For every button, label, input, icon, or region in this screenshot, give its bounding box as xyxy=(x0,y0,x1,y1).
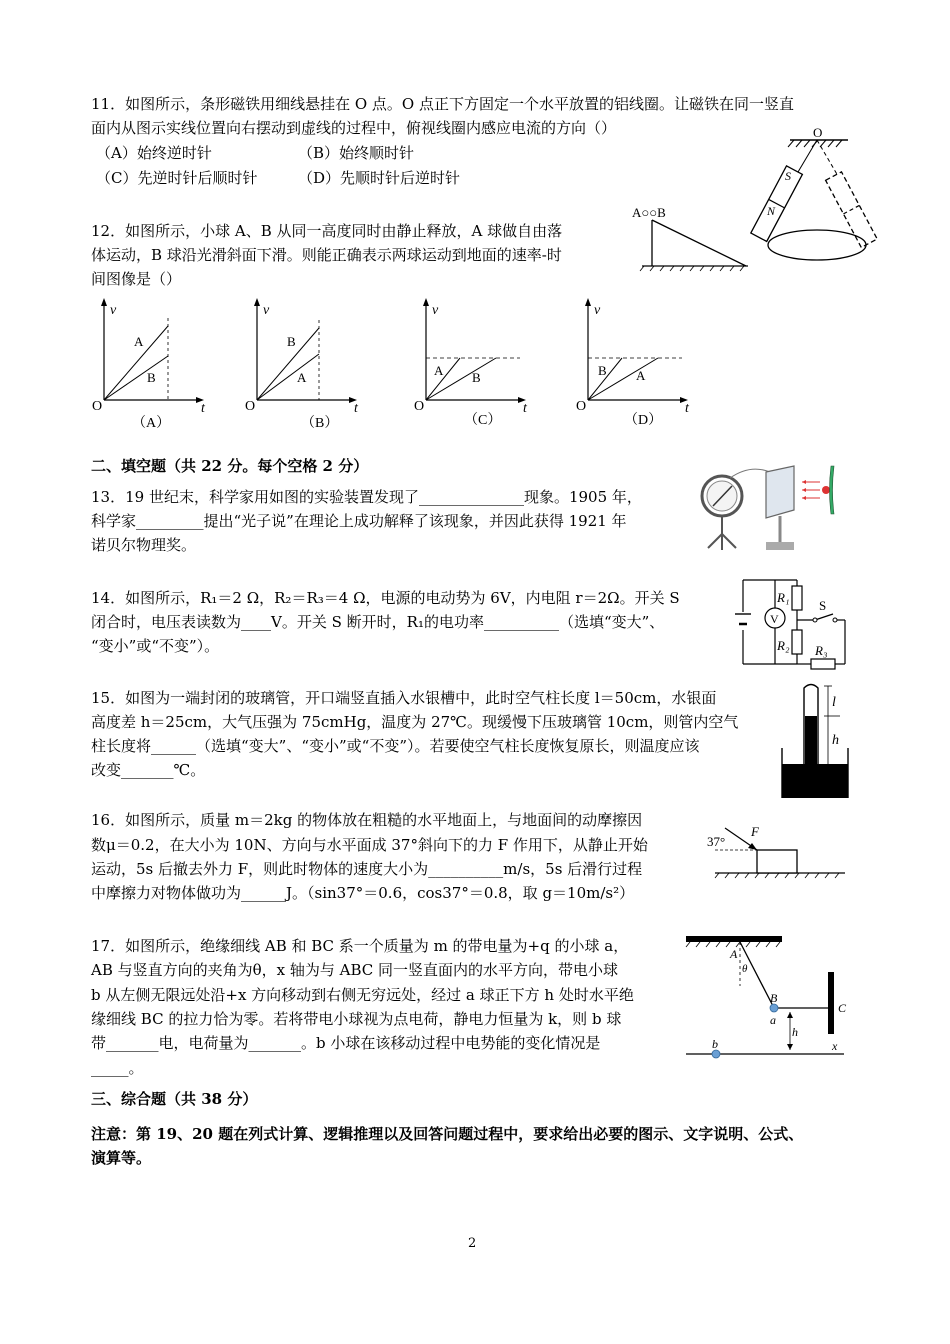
graph-d-o: O xyxy=(576,399,587,414)
graph-a-v: v xyxy=(110,303,117,318)
q17-b-ball-label: b xyxy=(712,1037,718,1051)
q14-line3: “变小”或“不变”）。 xyxy=(91,637,220,655)
q11-option-c: （C）先逆时针后顺时针 xyxy=(96,169,258,187)
q17-line3: b 从左侧无限远处沿+x 方向移动到右侧无穷远处，经过 a 球正下方 h 处时水平绝 xyxy=(91,986,634,1004)
q17-line5: 带_______电，电荷量为_______。b 小球在该移动过程中电势能的变化情况是 xyxy=(91,1034,601,1052)
section-3-title: 三、综合题（共 38 分） xyxy=(91,1090,258,1108)
graph-a-caption: （A） xyxy=(132,416,171,431)
q17-a-ball-label: a xyxy=(770,1013,776,1027)
graph-c-o: O xyxy=(414,399,425,414)
graph-c-v: v xyxy=(432,303,439,318)
q12-graph-d xyxy=(574,298,699,430)
q14-line2: 闭合时，电压表读数为____V。开关 S 断开时，R₁的电功率__________（选填“变大”、 xyxy=(91,613,665,631)
q14-r2-label: R₂ xyxy=(777,638,790,653)
q15-line1: 15．如图为一端封闭的玻璃管，开口端竖直插入水银槽中，此时空气柱长度 l＝50cm，水银面 xyxy=(91,689,717,707)
q17-b-node-label: B xyxy=(770,991,778,1005)
q15-l-label: l xyxy=(832,695,836,710)
graph-b-lower: A xyxy=(297,370,307,385)
q12-graph-b xyxy=(243,298,368,430)
q17-line4: 缘细线 BC 的拉力恰为零。若将带电小球视为点电荷，静电力恒量为 k，则 b 球 xyxy=(91,1010,622,1028)
q14-s-label: S xyxy=(819,598,827,613)
q16-line2: 数μ＝0.2，在大小为 10N、方向与水平面成 37°斜向下的力 F 作用下，从静止开始 xyxy=(91,836,648,854)
q17-line1: 17．如图所示，绝缘细线 AB 和 BC 系一个质量为 m 的带电量为+q 的小球 a， xyxy=(91,937,629,955)
q16-line4: 中摩擦力对物体做功为______J。（sin37°＝0.6，cos37°＝0.8，取 g＝10m/s²） xyxy=(91,884,635,902)
q14-v-label: V xyxy=(770,612,779,626)
q11-line1: 11．如图所示，条形磁铁用细线悬挂在 O 点。O 点正下方固定一个水平放置的铝线圈。让磁铁在同一竖直 xyxy=(91,95,794,113)
q11-o-text: O xyxy=(813,125,823,140)
q12-line3: 间图像是（） xyxy=(91,270,182,288)
graph-a-lower: B xyxy=(147,370,156,385)
graph-c-caption: （C） xyxy=(464,413,502,428)
graph-d-lower: A xyxy=(636,368,646,383)
q13-line3: 诺贝尔物理奖。 xyxy=(91,536,197,554)
q12-line2: 体运动，B 球沿光滑斜面下滑。则能正确表示两球运动到地面的速率-时 xyxy=(91,246,562,264)
note-line1: 注意：第 19、20 题在列式计算、逻辑推理以及回答问题过程中，要求给出必要的图示、文字说明、公式、 xyxy=(91,1125,804,1143)
q11-n-label: N xyxy=(767,204,776,218)
q15-line4: 改变_______℃。 xyxy=(91,761,206,779)
q12-graph-a xyxy=(90,298,215,430)
graph-c-lower: B xyxy=(472,370,481,385)
q16-angle-label: 37° xyxy=(707,834,726,849)
q13-photoelectric-figure xyxy=(690,452,850,560)
q14-r3-label: R₃ xyxy=(815,643,828,658)
q11-option-d: （D）先顺时针后逆时针 xyxy=(298,169,461,187)
q17-line6: _____。 xyxy=(91,1059,144,1077)
graph-a-o: O xyxy=(92,399,103,414)
q17-charge-figure xyxy=(682,932,850,1062)
q16-line1: 16．如图所示，质量 m＝2kg 的物体放在粗糙的水平地面上，与地面间的动摩擦因 xyxy=(91,811,643,829)
graph-b-o: O xyxy=(245,399,256,414)
q17-h-label: h xyxy=(792,1025,798,1039)
page-number: 2 xyxy=(468,1236,477,1251)
q11-s-label: S xyxy=(785,169,791,183)
q11-option-a: （A）始终逆时针 xyxy=(96,144,212,162)
graph-d-caption: （D） xyxy=(624,413,663,428)
q14-line1: 14．如图所示，R₁＝2 Ω，R₂＝R₃＝4 Ω，电源的电动势为 6V，内电阻 r＝2Ω。开关 S xyxy=(91,589,680,607)
graph-d-t: t xyxy=(685,401,689,416)
q11-option-b: （B）始终顺时针 xyxy=(298,144,415,162)
q17-x-label: x xyxy=(832,1039,838,1053)
graph-b-caption: （B） xyxy=(301,416,339,431)
graph-b-upper: B xyxy=(287,334,296,349)
q17-line2: AB 与竖直方向的夹角为θ，x 轴为与 ABC 同一竖直面内的水平方向，带电小球 xyxy=(91,961,619,979)
section-2-title: 二、填空题（共 22 分。每个空格 2 分） xyxy=(91,457,369,475)
q14-r1-label: R₁ xyxy=(777,590,790,605)
q15-h-label: h xyxy=(832,733,839,748)
graph-a-upper: A xyxy=(134,334,144,349)
q16-block-figure xyxy=(705,822,850,884)
graph-b-t: t xyxy=(354,401,358,416)
q16-line3: 运动，5s 后撤去外力 F，则此时物体的速度大小为__________m/s，5s 后滑行过程 xyxy=(91,860,643,878)
q13-line2: 科学家_________提出“光子说”在理论上成功解释了该现象，并因此获得 1921 年 xyxy=(91,512,627,530)
q15-line2: 高度差 h＝25cm，大气压强为 75cmHg，温度为 27℃。现缓慢下压玻璃管 10cm，则管内空气 xyxy=(91,713,739,731)
q11-line2: 面内从图示实线位置向右摆动到虚线的过程中，俯视线圈内感应电流的方向（） xyxy=(91,119,617,137)
q12-slope-figure xyxy=(630,200,750,275)
q11-magnet-figure xyxy=(750,125,870,268)
graph-c-upper: A xyxy=(434,363,444,378)
q12-graph-c xyxy=(412,298,537,430)
note-line2: 演算等。 xyxy=(91,1149,152,1167)
graph-b-v: v xyxy=(263,303,270,318)
q16-f-label: F xyxy=(751,824,759,839)
q17-c-label: C xyxy=(838,1001,847,1015)
graph-d-upper: B xyxy=(598,363,607,378)
graph-c-t: t xyxy=(523,401,527,416)
q17-a-top-label: A xyxy=(730,947,738,961)
q12-ab-label: A○○B xyxy=(632,205,666,220)
graph-a-t: t xyxy=(201,401,205,416)
graph-d-v: v xyxy=(594,303,601,318)
q15-line3: 柱长度将______（选填“变大”、“变小”或“不变”）。若要使空气柱长度恢复原长，则温度应该 xyxy=(91,737,700,755)
q17-theta-label: θ xyxy=(742,963,748,975)
q13-line1: 13．19 世纪末，科学家用如图的实验装置发现了______________现象。1905 年， xyxy=(91,488,642,506)
q12-line1: 12．如图所示，小球 A、B 从同一高度同时由静止释放，A 球做自由落 xyxy=(91,222,563,240)
q15-tube-figure xyxy=(780,678,850,800)
q14-circuit-figure xyxy=(735,572,850,672)
